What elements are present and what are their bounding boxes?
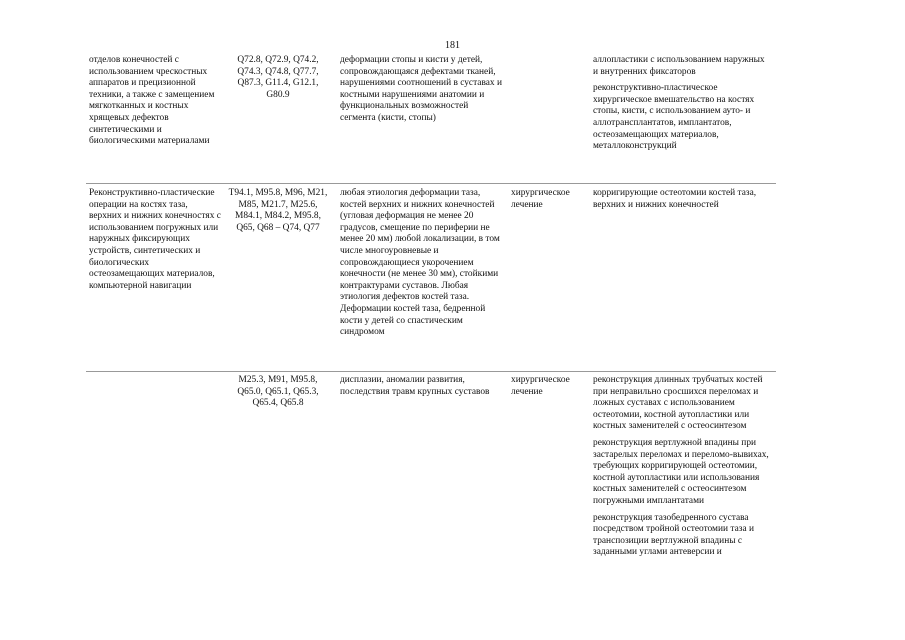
- row3-procedures: [593, 375, 771, 559]
- row3-procedure-2: реконструкция вертлужной впадины при застарелых переломах и переломо-вывихах, требующих корригирующей остеотомии, костной аутопластики или использования костных заменителей с остеосинтезом погружными имплантатами: [593, 437, 769, 506]
- row3-model: дисплазии, аномалии развития, последствия травм крупных суставов: [340, 375, 490, 397]
- page-number: 181: [445, 40, 460, 51]
- row1-procedure-2: реконструктивно-пластическое хирургическое вмешательство на костях стопы, кисти, с использованием ауто- и аллотрансплантатов, имплантатов, остеозамещающих материалов, металлоконструкций: [593, 83, 755, 152]
- row3-procedure-3: реконструкция тазобедренного сустава посредством тройной остеотомии таза и транспозиции вертлужной впадины с заданными углами антеверсии и: [593, 512, 754, 558]
- row1-procedure-1: аллопластики с использованием наружных и внутренних фиксаторов: [593, 55, 765, 77]
- row3-procedure-1: реконструкция длинных трубчатых костей при неправильно сросшихся переломах и ложных суставах с использованием остеотомии, костной аутопластики или костных заменителей с остеосинтезом: [593, 375, 763, 432]
- row1-codes: Q72.8, Q72.9, Q74.2, Q74.3, Q74.8, Q77.7, Q87.3, G11.4, G12.1, G80.9: [237, 55, 319, 100]
- row3-codes: M25.3, M91, M95.8, Q65.0, Q65.1, Q65.3, Q65.4, Q65.8: [237, 375, 319, 409]
- row1-model: деформации стопы и кисти у детей, сопровождающаяся дефектами тканей, нарушениями соотношений в суставах и костными нарушениями анатомии и функциональных возможностей сегмента (кисти, стопы): [340, 55, 502, 123]
- row-divider: [86, 371, 776, 372]
- row-divider: [86, 183, 776, 184]
- row1-method: отделов конечностей с использованием чрескостных аппаратов и прецизионной техники, а также с замещением мягкотканных и костных хрящевых дефектов синтетическими и биологическими материалами: [89, 55, 215, 147]
- row2-model: любая этиология деформации таза, костей верхних и нижних конечностей (угловая деформация не менее 20 градусов, смещение по периферии не менее 20 мм) любой локализации, в том числе многоуровневые и сопровождающиеся укорочением конечности (не менее 30 мм), стойкими контрактурами суставов. Любая этиология дефектов костей таза. Деформации костей таза, бедренной кости у детей со спастическим синдромом: [340, 188, 500, 338]
- row1-procedures: [593, 55, 771, 153]
- row2-method: Реконструктивно-пластические операции на костях таза, верхних и нижних конечностях с использованием погружных или наружных фиксирующих устройств, синтетических и биологических остеозамещающих материалов, компьютерной навигации: [89, 188, 221, 291]
- row2-codes: T94.1, M95.8, M96, M21, M85, M21.7, M25.6, M84.1, M84.2, M95.8, Q65, Q68 – Q74, Q77: [228, 188, 328, 233]
- row2-procedure-1: корригирующие остеотомии костей таза, верхних и нижних конечностей: [593, 188, 757, 210]
- row2-treatment: хирургическое лечение: [511, 188, 570, 210]
- row3-treatment: хирургическое лечение: [511, 375, 570, 397]
- row2-procedures: [593, 188, 771, 211]
